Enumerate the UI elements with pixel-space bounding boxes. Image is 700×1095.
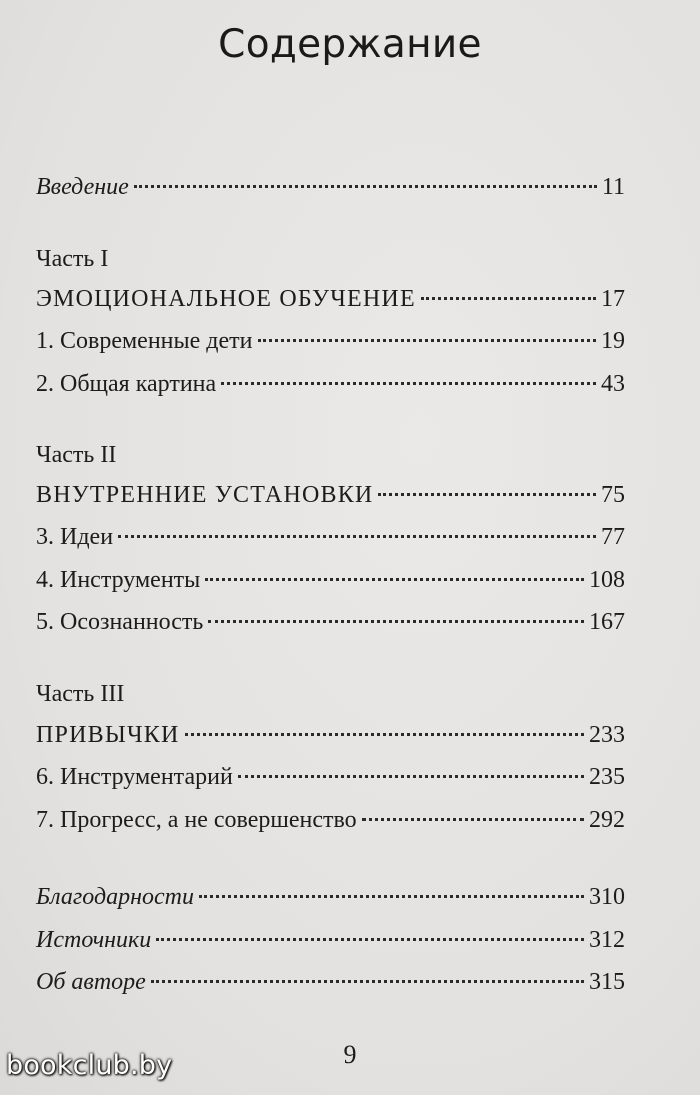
toc-entry-page: 108 [589,567,625,593]
toc-part-title-2[interactable] [36,480,625,510]
part-heading-1: Часть I [36,246,109,272]
dot-leader [221,382,596,385]
toc-entry-acknowledgments[interactable] [36,882,625,912]
dot-leader [185,733,585,736]
dot-leader [156,938,584,941]
toc-entry-sources[interactable] [36,925,625,955]
toc-entry-page: 19 [601,328,625,354]
toc-entry-page: 233 [589,722,625,748]
toc-entry-label: ЭМОЦИОНАЛЬНОЕ ОБУЧЕНИЕ [36,286,416,312]
part-heading-3: Часть III [36,681,125,707]
toc-entry-label: Благодарности [36,884,194,910]
toc-entry-label: ВНУТРЕННИЕ УСТАНОВКИ [36,482,374,508]
dot-leader [362,818,584,821]
watermark: bookclub.by [6,1050,173,1081]
dot-leader [258,339,597,342]
toc-entry-page: 315 [589,969,625,995]
toc-entry-label: Источники [36,927,152,953]
toc-entry-label: 6. Инструментарий [36,764,233,790]
dot-leader [421,297,596,300]
toc-entry-about-author[interactable] [36,967,625,997]
toc-chapter-7[interactable] [36,805,625,835]
toc-chapter-2[interactable] [36,369,625,399]
toc-chapter-5[interactable] [36,607,625,637]
dot-leader [238,775,584,778]
dot-leader [205,578,584,581]
toc-entry-label: 3. Идеи [36,524,114,550]
toc-entry-page: 167 [589,609,625,635]
dot-leader [134,185,597,188]
toc-chapter-6[interactable] [36,762,625,792]
toc-entry-label: 1. Современные дети [36,328,253,354]
toc-entry-intro[interactable] [36,172,625,202]
toc-entry-page: 77 [601,524,625,550]
toc-entry-page: 17 [601,286,625,312]
dot-leader [151,980,584,983]
page-title: Содержание [218,22,482,67]
toc-entry-label: Об авторе [36,969,146,995]
toc-entry-label: 5. Осознанность [36,609,204,635]
dot-leader [208,620,584,623]
toc-entry-label: ПРИВЫЧКИ [36,722,180,748]
toc-chapter-4[interactable] [36,565,625,595]
part-heading-2: Часть II [36,442,117,468]
toc-entry-page: 75 [601,482,625,508]
toc-entry-label: Введение [36,174,129,200]
toc-entry-label: 7. Прогресс, а не совершенство [36,807,357,833]
toc-chapter-1[interactable] [36,326,625,356]
toc-part-title-3[interactable] [36,720,625,750]
toc-chapter-3[interactable] [36,522,625,552]
toc-entry-page: 292 [589,807,625,833]
dot-leader [118,535,596,538]
toc-entry-page: 235 [589,764,625,790]
toc-entry-page: 11 [601,174,625,200]
toc-part-title-1[interactable] [36,284,625,314]
toc-entry-label: 2. Общая картина [36,371,217,397]
toc-entry-page: 43 [601,371,625,397]
dot-leader [199,895,584,898]
toc-entry-label: 4. Инструменты [36,567,201,593]
toc-entry-page: 310 [589,884,625,910]
dot-leader [378,493,596,496]
page-number: 9 [343,1040,357,1069]
toc-entry-page: 312 [589,927,625,953]
